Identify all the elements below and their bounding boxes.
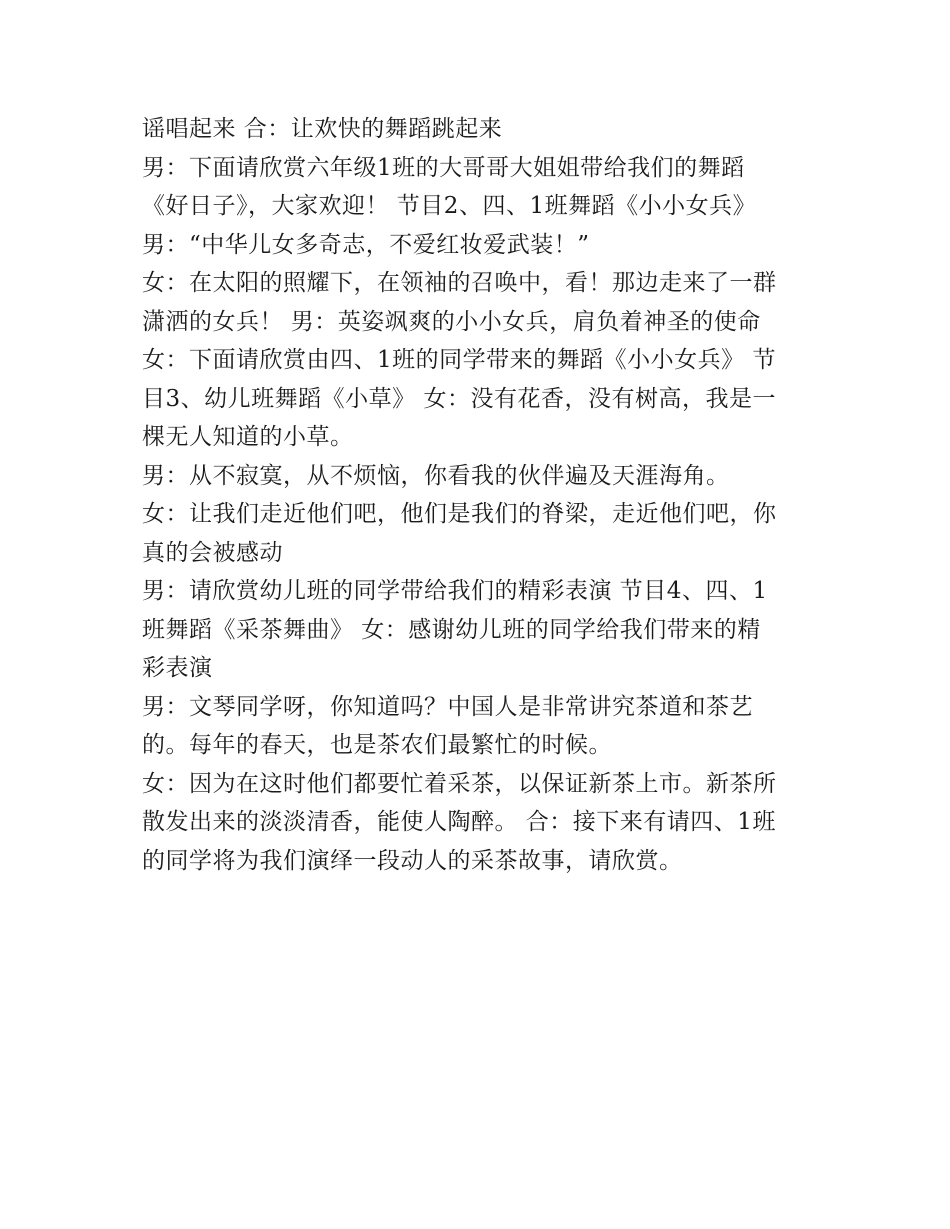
text-line: 班舞蹈《采茶舞曲》 女：感谢幼儿班的同学给我们带来的精 — [142, 616, 761, 643]
text-line: 男：“中华儿女多奇志，不爱红妆爱武装！” — [142, 231, 590, 258]
text-line: 男：请欣赏幼儿班的同学带给我们的精彩表演 节目4、四、1 — [142, 578, 768, 604]
text-line: 的同学将为我们演绎一段动人的采茶故事，请欣赏。 — [142, 847, 683, 874]
text-line: 男：文琴同学呀，你知道吗？中国人是非常讲究茶道和茶艺 — [142, 693, 753, 720]
text-line: 女：让我们走近他们吧，他们是我们的脊梁，走近他们吧，你 — [142, 501, 777, 527]
text-line: 谣唱起来 合：让欢快的舞蹈跳起来 — [142, 116, 503, 142]
text-line: 的。每年的春天，也是茶农们最繁忙的时候。 — [142, 732, 612, 758]
text-line: 潇洒的女兵！ 男：英姿飒爽的小小女兵，肩负着神圣的使命 — [142, 308, 761, 335]
text-line: 男：下面请欣赏六年级1班的大哥哥大姐姐带给我们的舞蹈 — [142, 154, 745, 181]
script-text-body — [142, 110, 832, 880]
text-line: 男：从不寂寞，从不烦恼，你看我的伙伴遍及天涯海角。 — [142, 462, 730, 489]
text-line: 彩表演 — [142, 655, 213, 681]
text-line: 女：在太阳的照耀下，在领袖的召唤中，看！那边走来了一群 — [142, 270, 777, 296]
text-line: 女：因为在这时他们都要忙着采茶，以保证新茶上市。新茶所 — [142, 770, 777, 797]
text-line: 棵无人知道的小草。 — [142, 424, 354, 450]
text-line: 《好日子》，大家欢迎！ 节目2、四、1班舞蹈《小小女兵》 — [142, 193, 757, 219]
text-line: 女：下面请欣赏由四、1班的同学带来的舞蹈《小小女兵》 节 — [142, 347, 776, 373]
text-line: 目3、幼儿班舞蹈《小草》 女：没有花香，没有树高，我是一 — [142, 385, 776, 412]
text-line: 散发出来的淡淡清香，能使人陶醉。 合：接下来有请四、1班 — [142, 809, 776, 835]
text-line: 真的会被感动 — [142, 539, 283, 566]
